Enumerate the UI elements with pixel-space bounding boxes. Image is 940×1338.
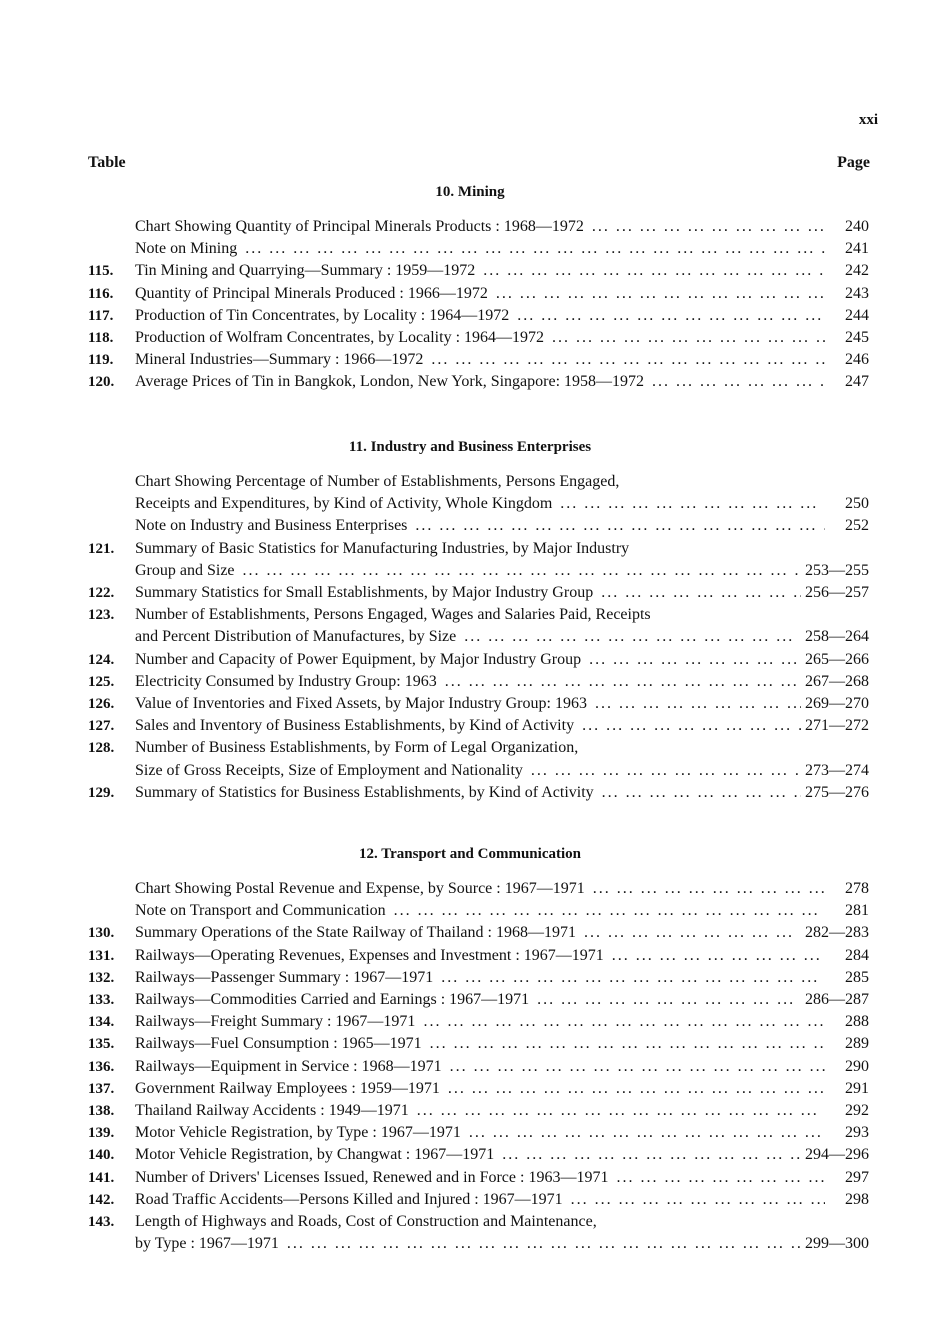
dot-leader xyxy=(612,945,825,967)
toc-entry[interactable] xyxy=(0,260,940,282)
dot-leader xyxy=(450,1056,825,1078)
page-number: xxi xyxy=(858,112,878,128)
entry-title: Railways—Fuel Consumption : 1965—1971 xyxy=(135,1035,422,1053)
table-number: 129. xyxy=(88,784,115,801)
entry-title: Quantity of Principal Minerals Produced : 1966—1972 xyxy=(135,284,488,302)
page-reference: 273—274 xyxy=(805,761,869,779)
toc-entry[interactable] xyxy=(0,283,940,305)
toc-entry[interactable] xyxy=(0,967,940,989)
page-reference: 242 xyxy=(845,262,869,280)
entry-title: Sales and Inventory of Business Establishments, by Kind of Activity xyxy=(135,717,575,735)
page-reference: 298 xyxy=(845,1190,869,1208)
entry-title: Note on Industry and Business Enterprises xyxy=(135,517,408,535)
page-reference: 245 xyxy=(845,329,869,347)
dot-leader xyxy=(431,349,825,371)
toc-entry[interactable] xyxy=(0,1189,940,1211)
toc-entry[interactable] xyxy=(0,922,940,944)
toc-entry[interactable] xyxy=(0,371,940,393)
entry-line xyxy=(135,1011,869,1033)
entry-title: Railways—Equipment in Service : 1968—1971 xyxy=(135,1057,442,1075)
dot-leader xyxy=(601,582,801,604)
dot-leader xyxy=(584,922,801,944)
entry-line xyxy=(135,1167,869,1189)
entry-title: Chart Showing Percentage of Number of Establishments, Persons Engaged, xyxy=(135,473,620,490)
table-number: 127. xyxy=(88,718,115,735)
dot-leader xyxy=(502,1144,801,1166)
toc-entry[interactable] xyxy=(0,305,940,327)
table-number: 116. xyxy=(88,285,114,302)
entry-line xyxy=(135,238,869,260)
dot-leader xyxy=(602,782,801,804)
page-reference: 282—283 xyxy=(805,924,869,942)
dot-leader xyxy=(593,878,825,900)
page-reference: 271—272 xyxy=(805,717,869,735)
table-number: 130. xyxy=(88,925,115,942)
entry-line xyxy=(135,305,869,327)
section-transport-communication xyxy=(0,844,940,1255)
dot-leader xyxy=(430,1033,825,1055)
entry-line xyxy=(135,626,869,648)
toc-entry[interactable] xyxy=(0,327,940,349)
page-reference: 299—300 xyxy=(805,1235,869,1253)
toc-entry[interactable] xyxy=(0,582,940,604)
dot-leader xyxy=(243,560,801,582)
toc-entry[interactable] xyxy=(0,649,940,671)
entry-title: Receipts and Expenditures, by Kind of Activity, Whole Kingdom xyxy=(135,495,553,513)
entry-line xyxy=(135,737,869,759)
toc-entry[interactable] xyxy=(0,989,940,1011)
page-reference: 281 xyxy=(845,902,869,920)
entry-title: Road Traffic Accidents—Persons Killed and Injured : 1967—1971 xyxy=(135,1190,563,1208)
page-reference: 290 xyxy=(845,1057,869,1075)
entry-line xyxy=(135,1100,869,1122)
entry-line xyxy=(135,560,869,582)
dot-leader xyxy=(616,1167,825,1189)
table-number: 131. xyxy=(88,947,115,964)
page-reference: 288 xyxy=(845,1013,869,1031)
table-number: 139. xyxy=(88,1125,115,1142)
dot-leader xyxy=(652,371,825,393)
toc-entry[interactable] xyxy=(0,238,940,260)
toc-entry[interactable] xyxy=(0,604,940,648)
page-reference: 244 xyxy=(845,306,869,324)
toc-entry[interactable] xyxy=(0,216,940,238)
entry-line xyxy=(135,493,869,515)
page-reference: 246 xyxy=(845,351,869,369)
page-reference: 278 xyxy=(845,880,869,897)
page-reference: 253—255 xyxy=(805,561,869,579)
entry-title: Group and Size xyxy=(135,561,235,579)
toc-entry[interactable] xyxy=(0,900,940,922)
toc-entry[interactable] xyxy=(0,693,940,715)
entry-line xyxy=(135,327,869,349)
entry-title: Thailand Railway Accidents : 1949—1971 xyxy=(135,1102,409,1120)
table-number: 141. xyxy=(88,1169,115,1186)
page-reference: 286—287 xyxy=(805,991,869,1009)
entry-line xyxy=(135,989,869,1011)
table-number: 132. xyxy=(88,969,115,986)
page-reference: 291 xyxy=(845,1079,869,1097)
page-reference: 285 xyxy=(845,968,869,986)
entry-title: Average Prices of Tin in Bangkok, London, New York, Singapore: 1958—1972 xyxy=(135,373,645,391)
entry-line xyxy=(135,945,869,967)
entry-line xyxy=(135,1233,869,1255)
dot-leader xyxy=(469,1122,825,1144)
entry-title: Electricity Consumed by Industry Group: 1963 xyxy=(135,672,437,690)
page-reference: 240 xyxy=(845,218,869,235)
page-reference: 250 xyxy=(845,495,869,513)
dot-leader xyxy=(448,1078,825,1100)
entry-title: Number and Capacity of Power Equipment, by Major Industry Group xyxy=(135,650,582,668)
page-column-heading: Page xyxy=(837,154,870,171)
entry-title: Production of Wolfram Concentrates, by Locality : 1964—1972 xyxy=(135,329,545,347)
dot-leader xyxy=(394,900,825,922)
entry-line xyxy=(135,1211,869,1233)
toc-entry[interactable] xyxy=(0,1122,940,1144)
entry-title: Note on Transport and Communication xyxy=(135,902,386,920)
entry-line xyxy=(135,1144,869,1166)
page-reference: 293 xyxy=(845,1124,869,1142)
toc-entry[interactable] xyxy=(0,1011,940,1033)
entry-title: Government Railway Employees : 1959—1971 xyxy=(135,1079,440,1097)
entry-title: by Type : 1967—1971 xyxy=(135,1235,279,1253)
entry-title: Chart Showing Postal Revenue and Expense, by Source : 1967—1971 xyxy=(135,880,585,897)
table-number: 138. xyxy=(88,1103,115,1120)
entry-line xyxy=(135,693,869,715)
table-number: 136. xyxy=(88,1058,115,1075)
dot-leader xyxy=(517,305,825,327)
dot-leader xyxy=(552,327,825,349)
section-title: 11. Industry and Business Enterprises xyxy=(348,439,592,455)
page-reference: 241 xyxy=(845,240,869,258)
page-reference: 258—264 xyxy=(805,628,869,646)
table-number: 142. xyxy=(88,1191,115,1208)
toc-entry[interactable] xyxy=(0,538,940,582)
toc-entry[interactable] xyxy=(0,471,940,515)
toc-entry[interactable] xyxy=(0,1211,940,1255)
dot-leader xyxy=(441,967,825,989)
entry-line xyxy=(135,515,869,537)
dot-leader xyxy=(582,715,801,737)
dot-leader xyxy=(287,1233,801,1255)
entry-title: Length of Highways and Roads, Cost of Construction and Maintenance, xyxy=(135,1213,597,1231)
table-number: 137. xyxy=(88,1080,115,1097)
table-number: 133. xyxy=(88,992,115,1009)
entry-line xyxy=(135,1078,869,1100)
table-number: 123. xyxy=(88,607,115,624)
page-reference: 243 xyxy=(845,284,869,302)
dot-leader xyxy=(571,1189,825,1211)
entry-title: Motor Vehicle Registration, by Type : 1967—1971 xyxy=(135,1124,461,1142)
entry-title: Railways—Operating Revenues, Expenses and Investment : 1967—1971 xyxy=(135,946,604,964)
dot-leader xyxy=(415,515,825,537)
table-number: 119. xyxy=(88,352,114,369)
toc-entry[interactable] xyxy=(0,782,940,804)
entry-title: Railways—Passenger Summary : 1967—1971 xyxy=(135,968,434,986)
entry-line xyxy=(135,760,869,782)
toc-entry[interactable] xyxy=(0,1144,940,1166)
page-reference: 284 xyxy=(845,946,869,964)
entry-title: Chart Showing Quantity of Principal Minerals Products : 1968—1972 xyxy=(135,218,584,235)
entry-line xyxy=(135,604,869,626)
table-number: 128. xyxy=(88,740,115,757)
table-number: 115. xyxy=(88,263,114,280)
entry-title: Number of Business Establishments, by Form of Legal Organization, xyxy=(135,739,579,757)
entry-title: Value of Inventories and Fixed Assets, by Major Industry Group: 1963 xyxy=(135,695,587,713)
entry-line xyxy=(135,371,869,393)
entry-line xyxy=(135,538,869,560)
toc-entry[interactable] xyxy=(0,671,940,693)
entry-line xyxy=(135,715,869,737)
table-number: 126. xyxy=(88,696,115,713)
dot-leader xyxy=(531,760,801,782)
dot-leader xyxy=(423,1011,825,1033)
entry-line xyxy=(135,1056,869,1078)
entry-title: Summary Statistics for Small Establishments, by Major Industry Group xyxy=(135,584,594,602)
section-title: 10. Mining xyxy=(435,184,505,200)
dot-leader xyxy=(595,693,801,715)
page-reference: 267—268 xyxy=(805,672,869,690)
page-reference: 297 xyxy=(845,1168,869,1186)
entry-title: Summary Operations of the State Railway of Thailand : 1968—1971 xyxy=(135,924,576,942)
entry-line xyxy=(135,283,869,305)
dot-leader xyxy=(464,626,801,648)
toc-entry[interactable] xyxy=(0,349,940,371)
table-number: 124. xyxy=(88,651,115,668)
dot-leader xyxy=(537,989,801,1011)
entry-line xyxy=(135,782,869,804)
dot-leader xyxy=(483,260,825,282)
entry-title: Size of Gross Receipts, Size of Employment and Nationality xyxy=(135,761,523,779)
table-number: 120. xyxy=(88,374,115,391)
entry-title: Railways—Freight Summary : 1967—1971 xyxy=(135,1013,416,1031)
entry-title: Motor Vehicle Registration, by Changwat : 1967—1971 xyxy=(135,1146,495,1164)
table-number: 140. xyxy=(88,1147,115,1164)
entry-line xyxy=(135,649,869,671)
table-number: 122. xyxy=(88,585,115,602)
entry-line xyxy=(135,922,869,944)
entry-line xyxy=(135,471,869,493)
entry-line xyxy=(135,900,869,922)
dot-leader xyxy=(417,1100,825,1122)
toc-entry[interactable] xyxy=(0,1167,940,1189)
page-reference: 252 xyxy=(845,517,869,535)
entry-title: Note on Mining xyxy=(135,240,238,258)
entry-title: Production of Tin Concentrates, by Locality : 1964—1972 xyxy=(135,306,510,324)
dot-leader xyxy=(496,283,825,305)
entry-line xyxy=(135,878,869,900)
table-number: 134. xyxy=(88,1014,115,1031)
entry-line xyxy=(135,1122,869,1144)
table-number: 143. xyxy=(88,1214,115,1231)
entry-line xyxy=(135,216,869,238)
page-reference: 247 xyxy=(845,373,869,391)
table-number: 118. xyxy=(88,330,114,347)
toc-entry[interactable] xyxy=(0,945,940,967)
section-mining xyxy=(0,182,940,394)
toc-entry[interactable] xyxy=(0,1100,940,1122)
page-reference: 265—266 xyxy=(805,650,869,668)
dot-leader xyxy=(245,238,825,260)
entry-line xyxy=(135,349,869,371)
page-reference: 269—270 xyxy=(805,695,869,713)
toc-entry[interactable] xyxy=(0,715,940,737)
entry-line xyxy=(135,1033,869,1055)
dot-leader xyxy=(589,649,801,671)
entry-title: Summary of Basic Statistics for Manufacturing Industries, by Major Industry xyxy=(135,539,630,557)
toc-entry[interactable] xyxy=(0,1078,940,1100)
page-reference: 289 xyxy=(845,1035,869,1053)
dot-leader xyxy=(560,493,825,515)
entry-line xyxy=(135,671,869,693)
entry-line xyxy=(135,260,869,282)
page-reference: 292 xyxy=(845,1102,869,1120)
page-reference: 275—276 xyxy=(805,783,869,801)
toc-entry[interactable] xyxy=(0,1033,940,1055)
entry-line xyxy=(135,1189,869,1211)
toc-entry[interactable] xyxy=(0,878,940,900)
section-title: 12. Transport and Communication xyxy=(359,846,581,862)
dot-leader xyxy=(592,216,825,238)
entry-title: and Percent Distribution of Manufactures, by Size xyxy=(135,628,457,646)
dot-leader xyxy=(445,671,801,693)
toc-entry[interactable] xyxy=(0,737,940,781)
toc-entry[interactable] xyxy=(0,1056,940,1078)
toc-entry[interactable] xyxy=(0,515,940,537)
page-reference: 294—296 xyxy=(805,1146,869,1164)
table-number: 125. xyxy=(88,673,115,690)
entry-title: Number of Drivers' Licenses Issued, Renewed and in Force : 1963—1971 xyxy=(135,1168,609,1186)
table-number: 121. xyxy=(88,540,115,557)
entry-title: Tin Mining and Quarrying—Summary : 1959—1972 xyxy=(135,262,476,280)
entry-title: Mineral Industries—Summary : 1966—1972 xyxy=(135,351,424,369)
entry-line xyxy=(135,967,869,989)
table-column-heading: Table xyxy=(88,154,126,171)
entry-title: Railways—Commodities Carried and Earnings : 1967—1971 xyxy=(135,991,530,1009)
entry-title: Number of Establishments, Persons Engaged, Wages and Salaries Paid, Receipts xyxy=(135,606,651,624)
table-number: 117. xyxy=(88,307,114,324)
section-industry-business xyxy=(0,437,940,804)
page-reference: 256—257 xyxy=(805,584,869,602)
table-number: 135. xyxy=(88,1036,115,1053)
entry-title: Summary of Statistics for Business Establishments, by Kind of Activity xyxy=(135,783,594,801)
entry-line xyxy=(135,582,869,604)
